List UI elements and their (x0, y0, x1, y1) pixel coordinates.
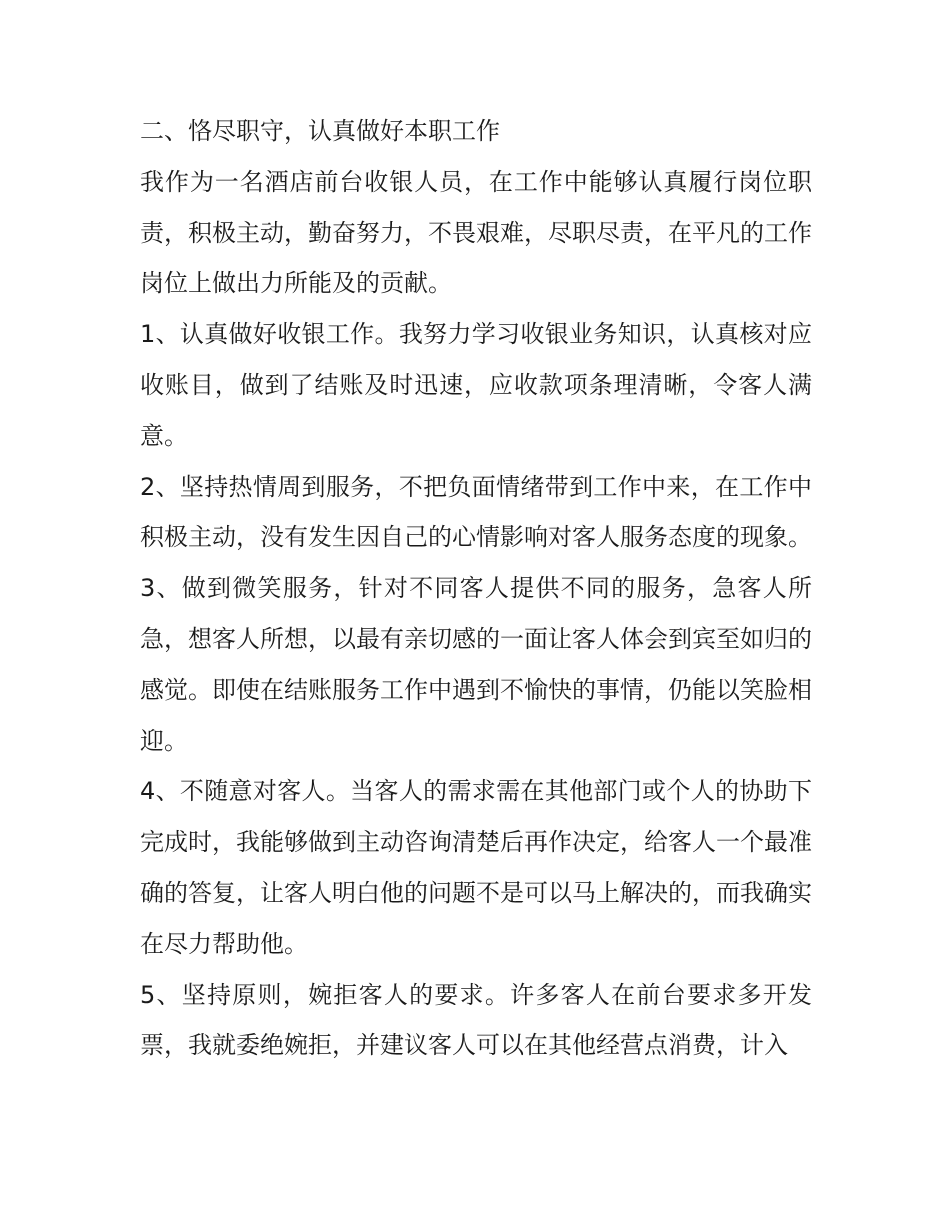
paragraph-item-4: 4、不随意对客人。当客人的需求需在其他部门或个人的协助下完成时，我能够做到主动咨询清楚后再作决定，给客人一个最准确的答复，让客人明白他的问题不是可以马上解决的，而我确实在尽力帮助他。 (140, 777, 812, 958)
paragraph-item-1: 1、认真做好收银工作。我努力学习收银业务知识，认真核对应收账目，做到了结账及时迅速，应收款项条理清晰，令客人满意。 (140, 320, 812, 450)
document-body (140, 106, 812, 1071)
paragraph-item-5: 5、坚持原则，婉拒客人的要求。许多客人在前台要求多开发票，我就委绝婉拒，并建议客人可以在其他经营点消费，计入 (140, 980, 812, 1060)
section-heading: 二、恪尽职守，认真做好本职工作 (140, 117, 500, 145)
paragraph-item-2: 2、坚持热情周到服务，不把负面情绪带到工作中来，在工作中积极主动，没有发生因自己的心情影响对客人服务态度的现象。 (140, 472, 812, 552)
paragraph-item-3: 3、做到微笑服务，针对不同客人提供不同的服务，急客人所急，想客人所想，以最有亲切感的一面让客人体会到宾至如归的感觉。即使在结账服务工作中遇到不愉快的事情，仍能以笑脸相迎。 (140, 574, 812, 755)
paragraph-intro: 我作为一名酒店前台收银人员，在工作中能够认真履行岗位职责，积极主动，勤奋努力，不畏艰难，尽职尽责，在平凡的工作岗位上做出力所能及的贡献。 (140, 167, 812, 298)
